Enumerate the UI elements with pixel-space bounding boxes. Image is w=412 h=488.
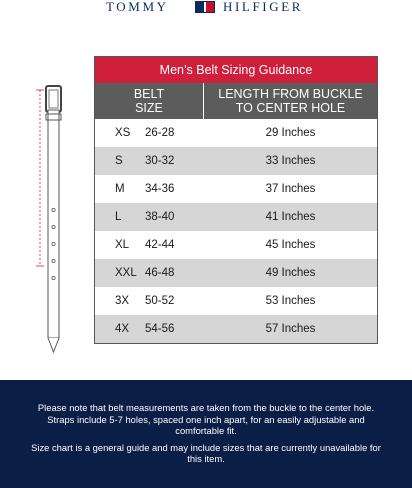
header-length-line1: LENGTH FROM BUCKLE <box>218 87 363 101</box>
table-row <box>95 259 377 287</box>
footer-note-measurement: Please note that belt measurements are taken from the buckle to the center hole. Straps include 5-7 holes, spaced one inch apart, for an easily adjustable and comfortable fit. <box>37 402 375 436</box>
table-row <box>95 203 377 231</box>
brand-flag-icon <box>195 1 215 13</box>
table-header <box>95 83 377 119</box>
row-waist: 30-32 <box>145 155 175 167</box>
header-belt-line2: SIZE <box>135 101 163 115</box>
row-length: 49 Inches <box>265 267 316 279</box>
row-length: 33 Inches <box>265 155 316 167</box>
header-belt-size <box>95 83 204 119</box>
brand-name-right: HILFIGER <box>223 0 304 14</box>
row-length: 29 Inches <box>265 127 316 139</box>
belt-size-table <box>94 56 378 344</box>
table-row <box>95 231 377 259</box>
row-size: M <box>115 183 125 195</box>
table-row <box>95 147 377 175</box>
header-belt-line1: BELT <box>133 87 165 101</box>
table-body <box>95 119 377 343</box>
row-waist: 34-36 <box>145 183 175 195</box>
row-length: 41 Inches <box>265 211 316 223</box>
row-size: L <box>115 211 122 223</box>
row-waist: 42-44 <box>145 239 175 251</box>
row-size: XL <box>115 239 130 251</box>
row-length: 53 Inches <box>265 295 316 307</box>
footer-note <box>0 380 412 488</box>
brand-name-left: TOMMY <box>106 0 169 14</box>
row-size: 4X <box>115 323 130 335</box>
brand-header <box>0 0 412 14</box>
row-waist: 26-28 <box>145 127 175 139</box>
row-size: 3X <box>115 295 130 307</box>
row-waist: 46-48 <box>145 267 175 279</box>
header-length-line2: TO CENTER HOLE <box>235 101 346 115</box>
row-waist: 54-56 <box>145 323 175 335</box>
table-title: Men’s Belt Sizing Guidance <box>95 57 377 83</box>
footer-note-disclaimer: Size chart is a general guide and may include sizes that are currently unavailable for this item. <box>31 441 381 464</box>
row-waist: 50-52 <box>145 295 175 307</box>
header-length <box>204 83 377 119</box>
table-row <box>95 119 377 147</box>
row-waist: 38-40 <box>145 211 175 223</box>
table-row <box>95 287 377 315</box>
table-row <box>95 315 377 343</box>
row-length: 45 Inches <box>265 239 316 251</box>
belt-icon <box>30 84 75 356</box>
row-size: XXL <box>115 267 137 279</box>
table-row <box>95 175 377 203</box>
row-length: 57 Inches <box>265 323 316 335</box>
row-length: 37 Inches <box>265 183 316 195</box>
row-size: XS <box>115 127 131 139</box>
row-size: S <box>115 155 123 167</box>
